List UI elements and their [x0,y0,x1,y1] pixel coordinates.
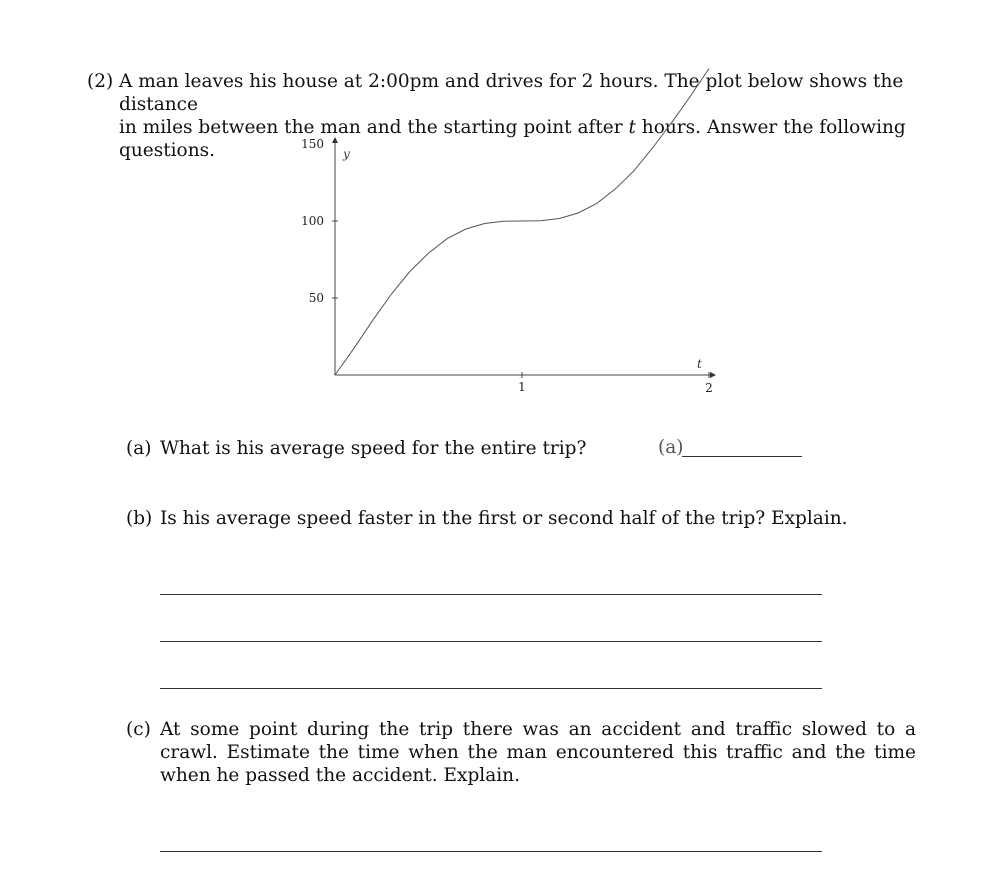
part-b-answer-line-3[interactable] [160,688,822,689]
problem-text-line2-b: hours. Answer the following questions. [119,117,906,161]
part-a-label: (a) [126,438,152,459]
part-a [126,437,586,460]
problem-text-line1: A man leaves his house at 2:00pm and drives for 2 hours. The plot below shows the distance [119,71,904,115]
distance-curve [335,69,709,376]
part-b [126,507,848,530]
problem-text-line2-a: in miles between the man and the starting point after [119,117,629,138]
problem-text-var-t: t [628,117,636,138]
x-tick-label-1: 1 [518,380,526,394]
part-c-answer-line-1[interactable] [160,851,822,852]
distance-plot [0,0,995,420]
x-tick-label-2: 2 [705,381,713,395]
part-c-label: (c) [126,719,151,740]
y-tick-label-50: 50 [308,291,324,305]
y-tick-label-100: 100 [301,214,324,228]
part-c [126,718,916,786]
part-b-answer-line-2[interactable] [160,641,822,642]
part-a-question: What is his average speed for the entire trip? [160,438,587,459]
part-c-question: At some point during the trip there was an accident and traffic slowed to a crawl. Estimate the time when the man encountered this traffic and the time when he passed the accident. Explain. [160,719,916,786]
y-axis-label: y [343,147,350,161]
part-b-answer-line-1[interactable] [160,594,822,595]
part-b-label: (b) [126,508,153,529]
part-b-question: Is his average speed faster in the first or second half of the trip? Explain. [160,508,848,529]
problem-number: (2) [87,71,114,92]
x-axis-label: t [697,357,702,371]
y-tick-label-150: 150 [301,137,324,151]
part-a-answer-label: (a) [658,437,684,458]
part-a-answer-blank[interactable] [682,456,802,457]
